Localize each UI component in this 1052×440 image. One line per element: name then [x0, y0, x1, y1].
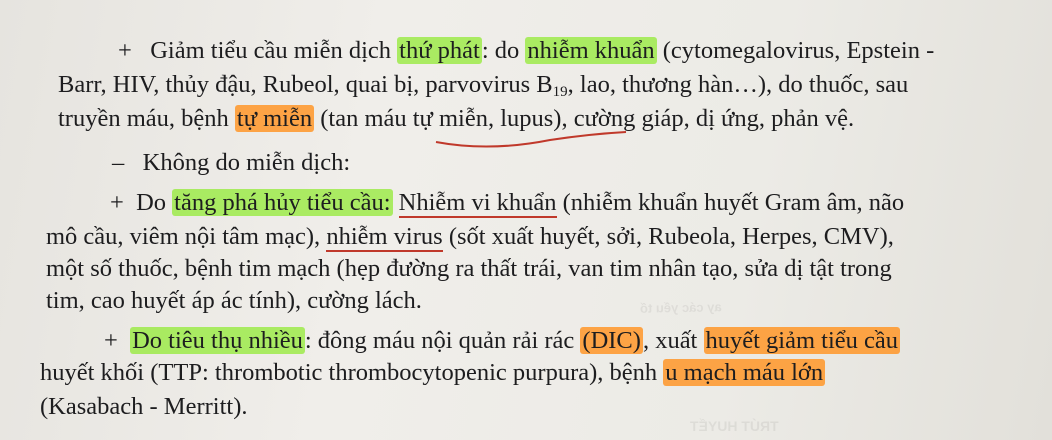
- plus-bullet: +: [118, 37, 132, 64]
- highlight-u-mach-mau-lon: u mạch máu lớn: [665, 359, 824, 386]
- bleed-through-text: ay các yếu tố: [639, 299, 722, 316]
- highlight-thu-phat: thứ phát: [399, 37, 480, 64]
- red-pen-underline: [430, 128, 630, 152]
- highlight-nhiem-khuan: nhiễm khuẩn: [527, 37, 655, 64]
- plus-bullet: +: [110, 189, 124, 216]
- para3-line4: tim, cao huyết áp ác tính), cường lách.: [46, 287, 422, 314]
- highlight-dic: (DIC): [582, 327, 641, 354]
- plus-bullet: +: [104, 327, 118, 354]
- para1-line1: + Giảm tiểu cầu miễn dịch thứ phát: do nhiễm khuẩn (cytomegalovirus, Epstein -: [118, 37, 935, 64]
- dash-bullet: –: [112, 149, 125, 176]
- highlight-tu-mien: tự miễn: [236, 105, 313, 132]
- highlight-huyet-giam-tieu-cau: huyết giảm tiểu cầu: [705, 327, 899, 354]
- para4-line2: huyết khối (TTP: thrombotic thrombocytopenic purpura), bệnh u mạch máu lớn: [40, 359, 824, 386]
- section-heading: – Không do miễn dịch:: [112, 149, 351, 176]
- para4-line1: + Do tiêu thụ nhiều: đông máu nội quản rải rác (DIC), xuất huyết giảm tiểu cầu: [104, 327, 899, 354]
- para1-line2: Barr, HIV, thủy đậu, Rubeol, quai bị, parvovirus $B_{19}$, lao, thương hàn…), do thuốc, sau: [58, 71, 909, 100]
- para3-line2: mô cầu, viêm nội tâm mạc), nhiễm virus (sốt xuất huyết, sởi, Rubeola, Herpes, CMV),: [46, 223, 894, 250]
- bleed-through-text: TRÚT HUYẾT: [690, 418, 779, 434]
- underlined-nhiem-vi-khuan: Nhiễm vi khuẩn: [398, 189, 557, 216]
- underlined-nhiem-virus: nhiễm virus: [326, 223, 443, 250]
- highlight-tang-pha-huy: tăng phá hủy tiểu cầu:: [174, 189, 391, 216]
- para4-line3: (Kasabach - Merritt).: [40, 393, 248, 420]
- highlight-tieu-thu-nhieu: Do tiêu thụ nhiều: [132, 327, 303, 354]
- para3-line3: một số thuốc, bệnh tim mạch (hẹp đường ra thất trái, van tim nhân tạo, sửa dị tật trong: [46, 255, 892, 282]
- para3-line1: + Do tăng phá hủy tiểu cầu: Nhiễm vi khuẩn (nhiễm khuẩn huyết Gram âm, não: [110, 189, 905, 216]
- para1-line3: truyền máu, bệnh tự miễn (tan máu tự miễn, lupus), cường giáp, dị ứng, phản vệ.: [58, 105, 855, 132]
